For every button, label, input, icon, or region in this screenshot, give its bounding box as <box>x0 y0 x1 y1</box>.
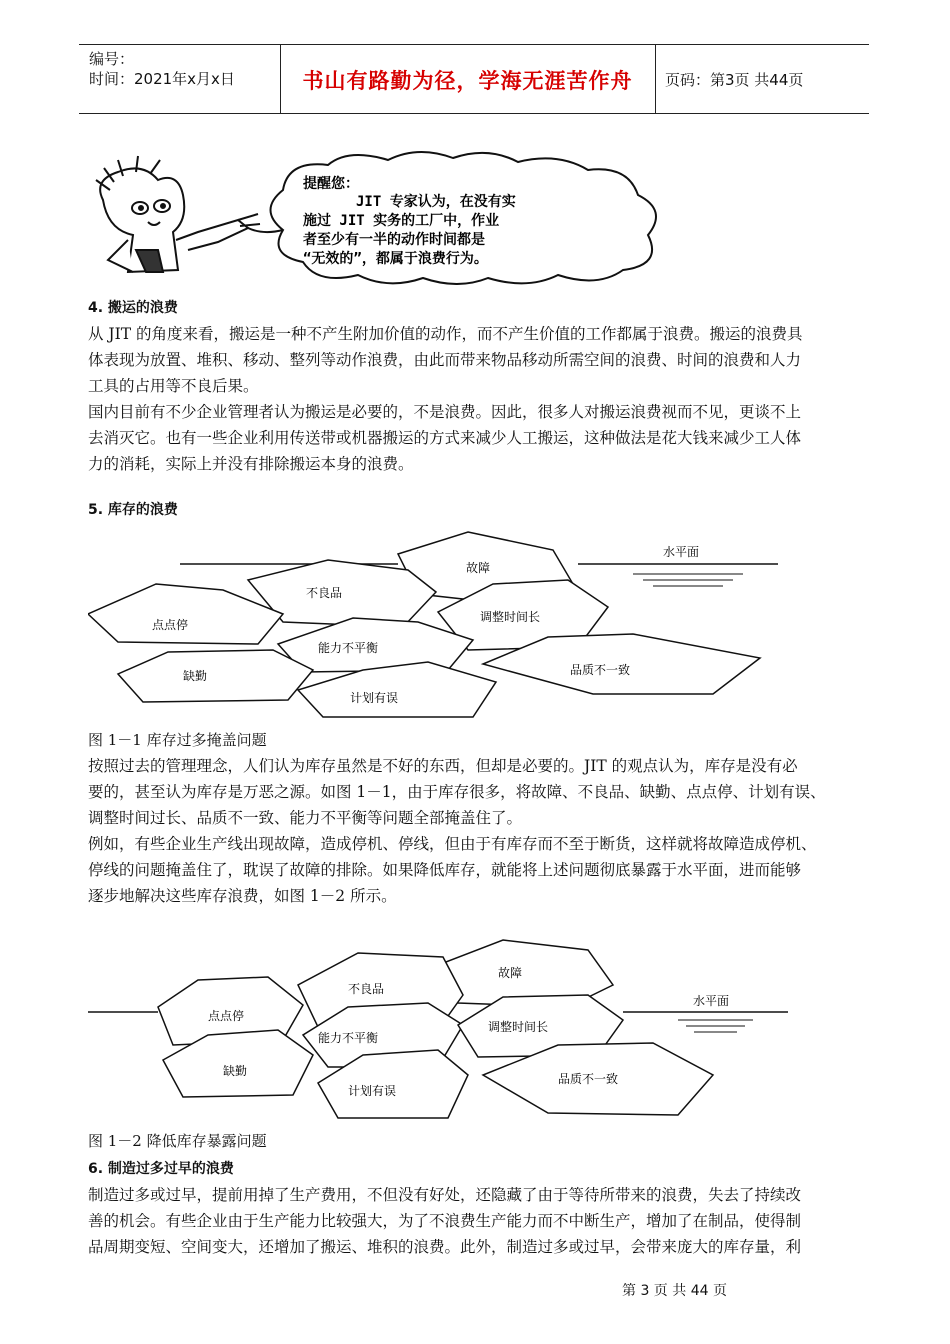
shape-label: 点点停 <box>152 618 189 632</box>
reminder-illustration <box>88 150 738 285</box>
reminder-title: 提醒您： <box>303 176 359 192</box>
text-line: 力的消耗，实际上并没有排除搬运本身的浪费。 <box>88 455 414 473</box>
page-header <box>79 44 869 114</box>
text-line: 工具的占用等不良后果。 <box>88 377 259 395</box>
number-label: 编号： <box>89 50 135 68</box>
paragraph <box>88 753 878 909</box>
shape-label: 品质不一致 <box>570 663 631 677</box>
text-line: 去消灭它。也有一些企业利用传送带或机器搬运的方式来减少人工搬运，这种做法是花大钱来减少工人体 <box>88 429 802 447</box>
text-line: 体表现为放置、堆积、移动、整列等动作浪费，由此而带来物品移动所需空间的浪费、时间的浪费和人力 <box>88 351 802 369</box>
shape-label: 调整时间长 <box>480 610 541 624</box>
header-divider <box>655 45 656 113</box>
text-line: 国内目前有不少企业管理者认为搬运是必要的，不是浪费。因此，很多人对搬运浪费视而不见，更谈不上 <box>88 403 802 421</box>
shape-label: 计划有误 <box>350 691 399 705</box>
shape-label: 调整时间长 <box>488 1020 549 1034</box>
text-line: 调整时间过长、品质不一致、能力不平衡等问题全部掩盖住了。 <box>88 809 523 827</box>
reminder-line: “无效的”，都属于浪费行为。 <box>303 251 488 267</box>
shape-label: 不良品 <box>306 586 343 600</box>
shape-label: 缺勤 <box>223 1064 248 1078</box>
shape-label: 故障 <box>466 561 491 575</box>
reminder-line: 者至少有一半的动作时间都是 <box>303 232 485 248</box>
reminder-line: 施过 JIT 实务的工厂中，作业 <box>303 213 500 229</box>
figure-1-diagram <box>88 522 788 722</box>
text-line: 按照过去的管理理念，人们认为库存虽然是不好的东西，但却是必要的。JIT 的观点认为，库存是没有必 <box>88 757 798 775</box>
text-line: 从 JIT 的角度来看，搬运是一种不产生附加价值的动作，而不产生价值的工作都属于浪费。搬运的浪费具 <box>88 325 803 343</box>
shape-label: 计划有误 <box>348 1084 397 1098</box>
shape-label: 缺勤 <box>183 669 208 683</box>
shape-label: 能力不平衡 <box>318 641 379 655</box>
section-heading: 5. 库存的浪费 <box>88 502 178 518</box>
text-line: 例如，有些企业生产线出现故障，造成停机、停线，但由于有库存而不至于断货，这样就将故障造成停机、 <box>88 835 817 853</box>
time-label: 时间：2021年x月x日 <box>89 70 235 88</box>
water-level-label: 水平面 <box>693 994 730 1008</box>
figure-2-diagram <box>88 935 798 1125</box>
cartoon-man-icon <box>96 156 260 272</box>
water-level-label: 水平面 <box>663 545 700 559</box>
paragraph <box>88 1182 878 1260</box>
page-footer: 第 3 页 共 44 页 <box>622 1283 727 1299</box>
text-line: 品周期变短、空间变大，还增加了搬运、堆积的浪费。此外，制造过多或过早，会带来庞大的库存量，利 <box>88 1238 802 1256</box>
header-meta <box>89 49 235 89</box>
reminder-line: JIT 专家认为，在没有实 <box>356 194 516 210</box>
shape-label: 点点停 <box>208 1009 245 1023</box>
figure-caption: 图 1－1 库存过多掩盖问题 <box>88 731 267 749</box>
section-heading: 4. 搬运的浪费 <box>88 300 178 316</box>
header-page-label: 页码：第3页 共44页 <box>665 71 804 89</box>
text-line: 制造过多或过早，提前用掉了生产费用，不但没有好处，还隐藏了由于等待所带来的浪费，失去了持续改 <box>88 1186 802 1204</box>
section-heading: 6. 制造过多过早的浪费 <box>88 1161 234 1177</box>
shape-label: 能力不平衡 <box>318 1031 379 1045</box>
shape-label: 不良品 <box>348 982 385 996</box>
text-line: 要的，甚至认为库存是万恶之源。如图 1－1，由于库存很多，将故障、不良品、缺勤、点点停、计划有误、 <box>88 783 826 801</box>
figure-caption: 图 1－2 降低库存暴露问题 <box>88 1132 267 1150</box>
header-motto: 书山有路勤为径，学海无涯苦作舟 <box>302 68 633 93</box>
text-line: 逐步地解决这些库存浪费，如图 1－2 所示。 <box>88 887 397 905</box>
text-line: 停线的问题掩盖住了，耽误了故障的排除。如果降低库存，就能将上述问题彻底暴露于水平面，进而能够 <box>88 861 802 879</box>
shape-label: 品质不一致 <box>558 1072 619 1086</box>
paragraph <box>88 321 878 477</box>
shape-label: 故障 <box>498 966 523 980</box>
text-line: 善的机会。有些企业由于生产能力比较强大，为了不浪费生产能力而不中断生产，增加了在制品，使得制 <box>88 1212 802 1230</box>
